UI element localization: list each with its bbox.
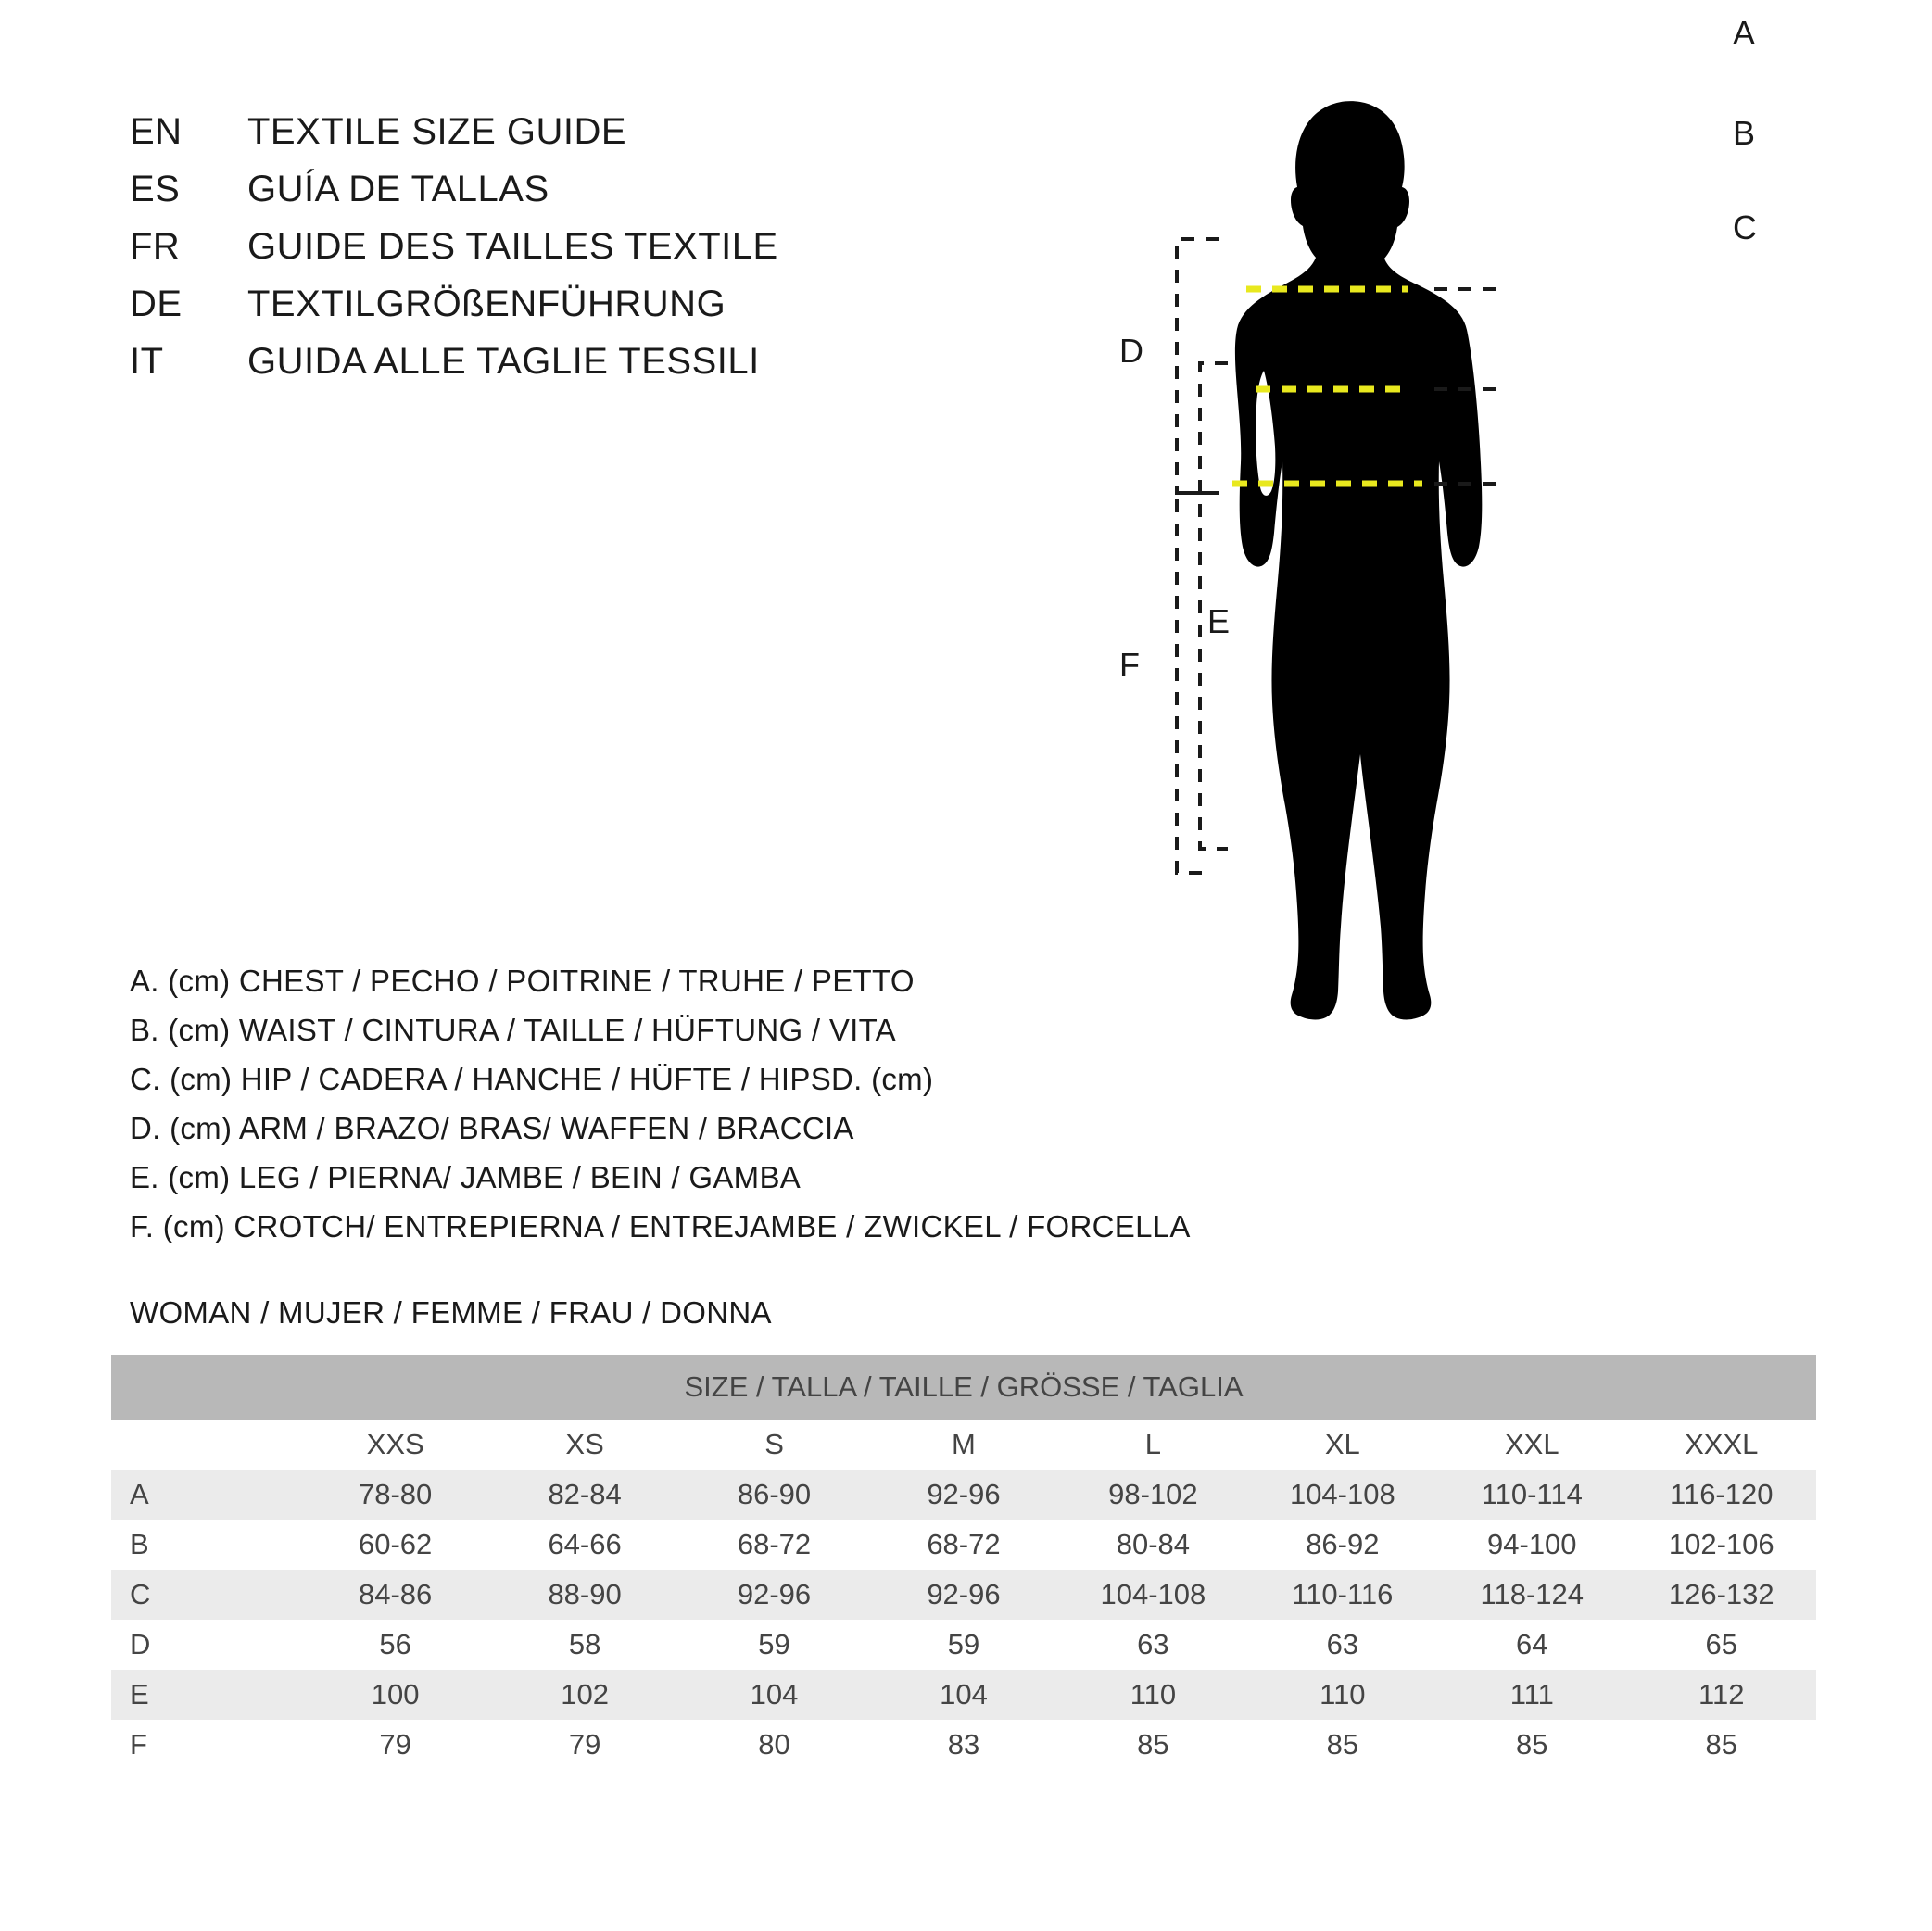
table-row [111,1520,1816,1570]
cell-b-xxl: 94-100 [1437,1520,1626,1570]
marker-b: B [1733,114,1756,152]
title-row-it [130,341,964,383]
cell-b-xxxl: 102-106 [1627,1520,1817,1570]
size-table [111,1355,1816,1770]
cell-e-m: 104 [869,1670,1058,1720]
legend-row-a: A. (cm) CHEST / PECHO / POITRINE / TRUHE / PETTO [130,964,915,998]
size-header-s: S [679,1420,868,1470]
table-header-band-label: SIZE / TALLA / TAILLE / GRÖSSE / TAGLIA [111,1355,1816,1420]
cell-c-s: 92-96 [679,1570,868,1620]
cell-f-xxl: 85 [1437,1720,1626,1770]
row-label-e: E [111,1670,300,1720]
cell-a-xxl: 110-114 [1437,1470,1626,1520]
group-label: WOMAN / MUJER / FEMME / FRAU / DONNA [130,1295,772,1330]
sizes-row-corner [111,1420,300,1470]
title-lang-de: DE [130,284,183,324]
cell-b-s: 68-72 [679,1520,868,1570]
size-table-wrap [111,1355,1816,1770]
title-row-en [130,111,964,153]
marker-d: D [1119,332,1143,370]
title-row-es [130,169,964,210]
cell-f-xl: 85 [1248,1720,1437,1770]
cell-e-l: 110 [1058,1670,1247,1720]
title-lang-es: ES [130,169,181,209]
cell-e-xxl: 111 [1437,1670,1626,1720]
row-label-c: C [111,1570,300,1620]
cell-c-xxl: 118-124 [1437,1570,1626,1620]
size-header-xl: XL [1248,1420,1437,1470]
cell-c-xxxl: 126-132 [1627,1570,1817,1620]
row-label-a: A [111,1470,300,1520]
legend-row-f: F. (cm) CROTCH/ ENTREPIERNA / ENTREJAMBE / ZWICKEL / FORCELLA [130,1209,1191,1243]
cell-a-s: 86-90 [679,1470,868,1520]
cell-d-xxl: 64 [1437,1620,1626,1670]
cell-f-s: 80 [679,1720,868,1770]
size-header-xxl: XXL [1437,1420,1626,1470]
row-label-b: B [111,1520,300,1570]
cell-a-m: 92-96 [869,1470,1058,1520]
table-row [111,1470,1816,1520]
size-header-l: L [1058,1420,1247,1470]
cell-a-xxxl: 116-120 [1627,1470,1817,1520]
cell-d-xl: 63 [1248,1620,1437,1670]
cell-b-xxs: 60-62 [300,1520,489,1570]
cell-d-xxxl: 65 [1627,1620,1817,1670]
legend-row-c: C. (cm) HIP / CADERA / HANCHE / HÜFTE / HIPSD. (cm) [130,1062,934,1096]
title-row-fr [130,226,964,268]
title-text-it: GUIDA ALLE TAGLIE TESSILI [247,341,760,382]
cell-b-xl: 86-92 [1248,1520,1437,1570]
cell-f-l: 85 [1058,1720,1247,1770]
cell-c-xxs: 84-86 [300,1570,489,1620]
marker-a: A [1733,14,1756,52]
cell-a-xxs: 78-80 [300,1470,489,1520]
marker-c: C [1733,208,1757,246]
cell-d-xs: 58 [490,1620,679,1670]
title-block [130,111,964,398]
cell-b-xs: 64-66 [490,1520,679,1570]
title-row-de [130,284,964,325]
cell-b-l: 80-84 [1058,1520,1247,1570]
cell-c-xs: 88-90 [490,1570,679,1620]
table-row [111,1720,1816,1770]
legend-row-e: E. (cm) LEG / PIERNA/ JAMBE / BEIN / GAMBA [130,1160,802,1194]
legend-row-b: B. (cm) WAIST / CINTURA / TAILLE / HÜFTUNG / VITA [130,1013,896,1047]
size-header-m: M [869,1420,1058,1470]
cell-c-m: 92-96 [869,1570,1058,1620]
title-text-de: TEXTILGRÖßENFÜHRUNG [247,284,726,324]
row-label-f: F [111,1720,300,1770]
table-header-band [111,1355,1816,1420]
cell-c-l: 104-108 [1058,1570,1247,1620]
cell-d-s: 59 [679,1620,868,1670]
cell-e-xs: 102 [490,1670,679,1720]
cell-f-xxxl: 85 [1627,1720,1817,1770]
cell-a-l: 98-102 [1058,1470,1247,1520]
cell-a-xs: 82-84 [490,1470,679,1520]
cell-d-m: 59 [869,1620,1058,1670]
cell-f-xs: 79 [490,1720,679,1770]
title-text-es: GUÍA DE TALLAS [247,169,549,209]
cell-e-xxxl: 112 [1627,1670,1817,1720]
table-sizes-row [111,1420,1816,1470]
cell-e-xl: 110 [1248,1670,1437,1720]
cell-f-xxs: 79 [300,1720,489,1770]
marker-e: E [1207,602,1231,640]
cell-f-m: 83 [869,1720,1058,1770]
title-lang-it: IT [130,341,164,382]
cell-d-xxs: 56 [300,1620,489,1670]
table-row [111,1620,1816,1670]
cell-b-m: 68-72 [869,1520,1058,1570]
marker-f: F [1119,646,1140,684]
table-row [111,1670,1816,1720]
title-text-fr: GUIDE DES TAILLES TEXTILE [247,226,778,267]
cell-d-l: 63 [1058,1620,1247,1670]
cell-a-xl: 104-108 [1248,1470,1437,1520]
legend-block [130,964,1288,1258]
size-header-xxs: XXS [300,1420,489,1470]
cell-e-s: 104 [679,1670,868,1720]
size-header-xs: XS [490,1420,679,1470]
title-text-en: TEXTILE SIZE GUIDE [247,111,627,152]
size-header-xxxl: XXXL [1627,1420,1817,1470]
legend-row-d: D. (cm) ARM / BRAZO/ BRAS/ WAFFEN / BRACCIA [130,1111,854,1145]
title-lang-en: EN [130,111,183,152]
cell-e-xxs: 100 [300,1670,489,1720]
row-label-d: D [111,1620,300,1670]
table-row [111,1570,1816,1620]
title-lang-fr: FR [130,226,181,267]
cell-c-xl: 110-116 [1248,1570,1437,1620]
